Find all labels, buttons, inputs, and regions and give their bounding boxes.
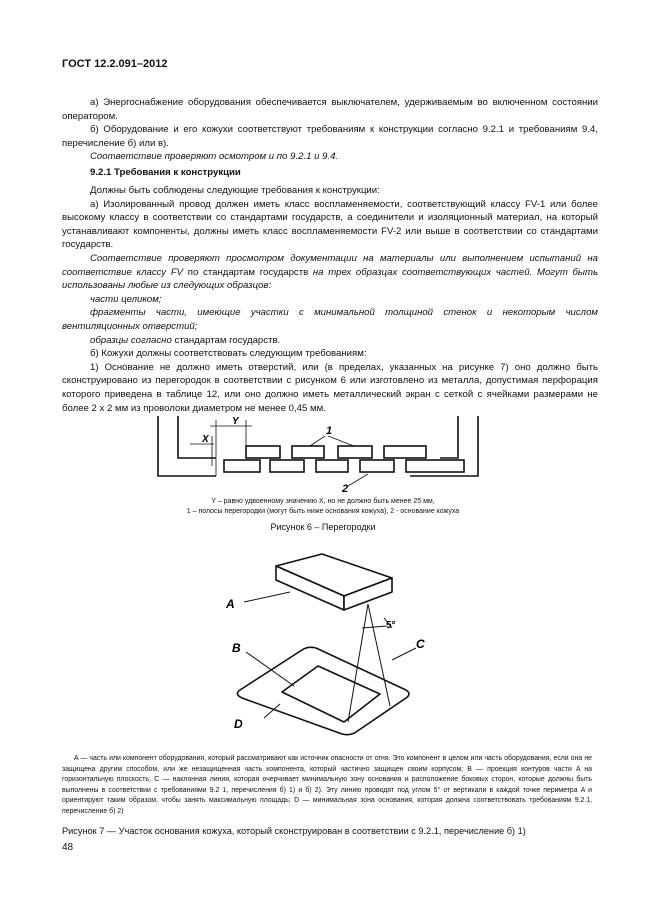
paragraph-requirements: Должны быть соблюдены следующие требования к конструкции: xyxy=(90,185,380,196)
paragraph-samples: образцы согласно стандартам государств. xyxy=(90,334,281,346)
label-a: A xyxy=(226,597,235,611)
figure6-title: Рисунок 6 – Перегородки xyxy=(270,522,376,532)
figure6-caption: Y – равно удвоенному значению X, но не должно быть менее 25 мм, 1 – полосы перегородки (могут быть ниже основания кожуха), 2 - основание кожуха xyxy=(186,498,460,515)
top-paragraphs xyxy=(62,96,598,164)
compliance-note: Соответствие проверяют осмотром и по 9.2.1 и 9.4. xyxy=(90,151,339,163)
label-d: D xyxy=(234,717,243,731)
figure6-baffles xyxy=(150,414,500,494)
right-inner-wall xyxy=(440,416,458,458)
paragraph-wire: а) Изолированный провод должен иметь класс воспламеняемости, соответствующий классу FV-1 или более высокому классу в соответствии со стандартами государств, а соединители и изоляционный материал, на который устанавливают компоненты, должны иметь класс воспламеняемости FV-2 или выше в соответствии со стандартами государств. xyxy=(62,198,598,251)
left-wall xyxy=(158,416,216,476)
section-title: Требования к конструкции xyxy=(114,167,241,178)
angle-label: 5° xyxy=(386,620,396,631)
baffle-upper-1 xyxy=(246,446,280,458)
paragraph-a: а) Энергоснабжение оборудования обеспечивается выключателем, удерживаемым во включенном состоянии оператором. xyxy=(62,97,598,122)
page-number: 48 xyxy=(62,842,74,853)
paragraph-compliance-docs: Соответствие проверяют просмотром документации на материалы или выполнением испытаний на соответствие классу FV по стандартам государств на трех образцах соответствующих частей. Могут быть использованы любые из следующих образцов: xyxy=(62,252,599,292)
baffle-lower-3 xyxy=(316,460,348,472)
baffle-lower-4 xyxy=(360,460,394,472)
main-paragraphs xyxy=(62,184,598,415)
label-2: 2 xyxy=(342,483,349,494)
baffle-lower-1 xyxy=(224,460,260,472)
baffle-upper-3 xyxy=(338,446,372,458)
paragraph-whole-parts: части целиком; xyxy=(90,293,162,305)
baffle-upper-2 xyxy=(292,446,324,458)
paragraph-fragments: фрагменты части, имеющие участки с минимальной толщиной стенок и некоторым числом вентиляционных отверстий; xyxy=(62,307,598,332)
label-b: B xyxy=(232,641,241,655)
document-header: ГОСТ 12.2.091–2012 xyxy=(62,58,168,70)
baffle-lower-2 xyxy=(270,460,304,472)
section-number: 9.2.1 xyxy=(90,167,112,178)
figure7-title: Рисунок 7 — Участок основания кожуха, который сконструирован в соответствии с 9.2.1, перечисление б) 1) xyxy=(62,826,526,836)
label-x: X xyxy=(202,434,209,445)
paragraph-enclosures: б) Кожухи должны соответствовать следующим требованиям: xyxy=(90,348,367,360)
figure7-enclosure-base xyxy=(220,548,440,740)
baffle-lower-5 xyxy=(406,460,464,472)
label-c: C xyxy=(416,637,425,651)
section-heading xyxy=(62,166,598,180)
left-inner-wall xyxy=(178,416,216,458)
paragraph-b: б) Оборудование и его кожухи соответствуют требованиям к конструкции согласно 9.2.1 и требованиям 9.4, перечисление б) или в). xyxy=(62,124,598,149)
paragraph-base: 1) Основание не должно иметь отверстий, или (в пределах, указанных на рисунке 7) оно должно быть сконструировано из перегородок в соответствии с рисунком 6 или изготовлено из металла, допустимая перфорация которого приведена в таблице 12, или оно должно иметь металлический экран с сеткой с ячейками размерами не более 2 х 2 мм из проволоки диаметром не менее 0,45 мм. xyxy=(62,361,598,414)
label-y: Y xyxy=(232,416,239,427)
figure7-footnote: A — часть или компонент оборудования, который рассматривают как источник опасности от огня. Это компонент в целом или часть оборудования, если она не защищена другим способом, или же незащищенная часть компонента, который частично защищен своим корпусом; B — проекция контуров части A на горизонтальную плоскость; C — наклонная линия, которая очерчивает минимальную зону основания и расположение боковых сторон, которые должны быть выполнены в соответствии с требованиями 9.2 1, перечисления б) 1) и б) 2). Эту линию проводят под углом 5° от вертикали в каждой точке периметра A и ориентируют таким образом, чтобы занять максимальную площадь; D — минимальная зона основания, которая должна соответствовать требованиям 9.2.1, перечисление б) 2) xyxy=(62,755,592,815)
baffle-upper-4 xyxy=(384,446,426,458)
label-1: 1 xyxy=(326,425,333,437)
